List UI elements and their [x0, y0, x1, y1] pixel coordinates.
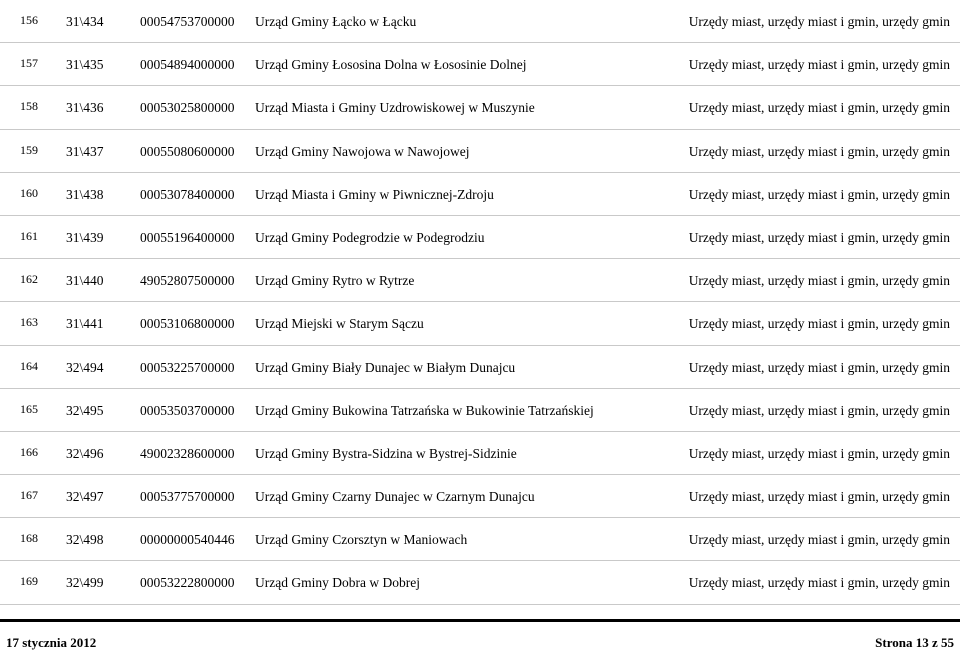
- row-category: Urzędy miast, urzędy miast i gmin, urzędy gmin: [688, 489, 950, 505]
- row-institution-name: Urząd Miejski w Starym Sączu: [255, 316, 424, 332]
- table-row: [0, 475, 960, 518]
- row-category: Urzędy miast, urzędy miast i gmin, urzędy gmin: [688, 186, 950, 202]
- row-code: 31\436: [66, 100, 104, 116]
- row-category: Urzędy miast, urzędy miast i gmin, urzędy gmin: [688, 359, 950, 375]
- row-category: Urzędy miast, urzędy miast i gmin, urzędy gmin: [688, 229, 950, 245]
- row-code: 32\494: [66, 359, 104, 375]
- table-row: [0, 173, 960, 216]
- row-number: 162: [20, 272, 38, 287]
- table-row: [0, 432, 960, 475]
- row-institution-name: Urząd Gminy Bukowina Tatrzańska w Bukowinie Tatrzańskiej: [255, 402, 594, 418]
- row-code: 31\438: [66, 186, 104, 202]
- footer-date: 17 stycznia 2012: [6, 635, 97, 650]
- table-row: [0, 130, 960, 173]
- row-category: Urzędy miast, urzędy miast i gmin, urzędy gmin: [688, 100, 950, 116]
- row-regon: 00053106800000: [140, 316, 235, 332]
- footer-divider: [0, 619, 960, 622]
- row-category: Urzędy miast, urzędy miast i gmin, urzędy gmin: [688, 445, 950, 461]
- table-row: [0, 43, 960, 86]
- row-regon: 00053503700000: [140, 402, 235, 418]
- table-row: [0, 259, 960, 302]
- row-number: 167: [20, 488, 38, 503]
- row-institution-name: Urząd Gminy Nawojowa w Nawojowej: [255, 143, 470, 159]
- table-row: [0, 302, 960, 345]
- row-category: Urzędy miast, urzędy miast i gmin, urzędy gmin: [688, 143, 950, 159]
- row-institution-name: Urząd Gminy Biały Dunajec w Białym Dunajcu: [255, 359, 516, 375]
- row-code: 31\439: [66, 229, 104, 245]
- row-code: 32\496: [66, 445, 104, 461]
- row-number: 168: [20, 531, 38, 546]
- row-institution-name: Urząd Gminy Dobra w Dobrej: [255, 575, 420, 591]
- row-institution-name: Urząd Gminy Łososina Dolna w Łososinie Dolnej: [255, 57, 527, 73]
- row-code: 31\434: [66, 14, 104, 29]
- table-row: [0, 0, 960, 43]
- row-regon: 00053025800000: [140, 100, 235, 116]
- row-regon: 00053225700000: [140, 359, 235, 375]
- row-code: 32\498: [66, 532, 104, 548]
- row-number: 161: [20, 228, 38, 243]
- row-regon: 00053078400000: [140, 186, 235, 202]
- row-category: Urzędy miast, urzędy miast i gmin, urzędy gmin: [688, 402, 950, 418]
- footer-page-number: Strona 13 z 55: [875, 635, 954, 650]
- row-code: 32\495: [66, 402, 104, 418]
- row-regon: 00053222800000: [140, 575, 235, 591]
- row-number: 160: [20, 185, 38, 200]
- row-number: 169: [20, 574, 38, 589]
- row-regon: 00000000540446: [140, 532, 235, 548]
- row-number: 166: [20, 444, 38, 459]
- row-number: 165: [20, 401, 38, 416]
- row-regon: 00054894000000: [140, 57, 235, 73]
- row-code: 32\499: [66, 575, 104, 591]
- table-row: [0, 346, 960, 389]
- row-institution-name: Urząd Gminy Bystra-Sidzina w Bystrej-Sidzinie: [255, 445, 517, 461]
- table-row: [0, 561, 960, 604]
- table-row: [0, 86, 960, 129]
- row-number: 163: [20, 315, 38, 330]
- row-regon: 00055196400000: [140, 229, 235, 245]
- row-category: Urzędy miast, urzędy miast i gmin, urzędy gmin: [688, 14, 950, 29]
- row-regon: 00055080600000: [140, 143, 235, 159]
- table-row: [0, 216, 960, 259]
- row-category: Urzędy miast, urzędy miast i gmin, urzędy gmin: [688, 57, 950, 73]
- row-institution-name: Urząd Miasta i Gminy w Piwnicznej-Zdroju: [255, 186, 494, 202]
- table-row: [0, 389, 960, 432]
- row-regon: 49052807500000: [140, 273, 235, 289]
- row-code: 31\435: [66, 57, 104, 73]
- row-number: 159: [20, 142, 38, 157]
- row-code: 31\440: [66, 273, 104, 289]
- row-category: Urzędy miast, urzędy miast i gmin, urzędy gmin: [688, 273, 950, 289]
- row-number: 156: [20, 13, 38, 27]
- row-regon: 49002328600000: [140, 445, 235, 461]
- row-regon: 00053775700000: [140, 489, 235, 505]
- row-institution-name: Urząd Gminy Podegrodzie w Podegrodziu: [255, 229, 485, 245]
- row-number: 158: [20, 99, 38, 114]
- row-code: 32\497: [66, 489, 104, 505]
- row-institution-name: Urząd Gminy Czorsztyn w Maniowach: [255, 532, 468, 548]
- row-number: 157: [20, 56, 38, 71]
- row-number: 164: [20, 358, 38, 373]
- row-code: 31\437: [66, 143, 104, 159]
- row-institution-name: Urząd Miasta i Gminy Uzdrowiskowej w Muszynie: [255, 100, 535, 116]
- row-institution-name: Urząd Gminy Czarny Dunajec w Czarnym Dunajcu: [255, 489, 535, 505]
- row-code: 31\441: [66, 316, 104, 332]
- row-institution-name: Urząd Gminy Łącko w Łącku: [255, 14, 417, 29]
- row-category: Urzędy miast, urzędy miast i gmin, urzędy gmin: [688, 532, 950, 548]
- row-category: Urzędy miast, urzędy miast i gmin, urzędy gmin: [688, 316, 950, 332]
- row-institution-name: Urząd Gminy Rytro w Rytrze: [255, 273, 415, 289]
- row-category: Urzędy miast, urzędy miast i gmin, urzędy gmin: [688, 575, 950, 591]
- table-row: [0, 518, 960, 561]
- row-regon: 00054753700000: [140, 14, 235, 29]
